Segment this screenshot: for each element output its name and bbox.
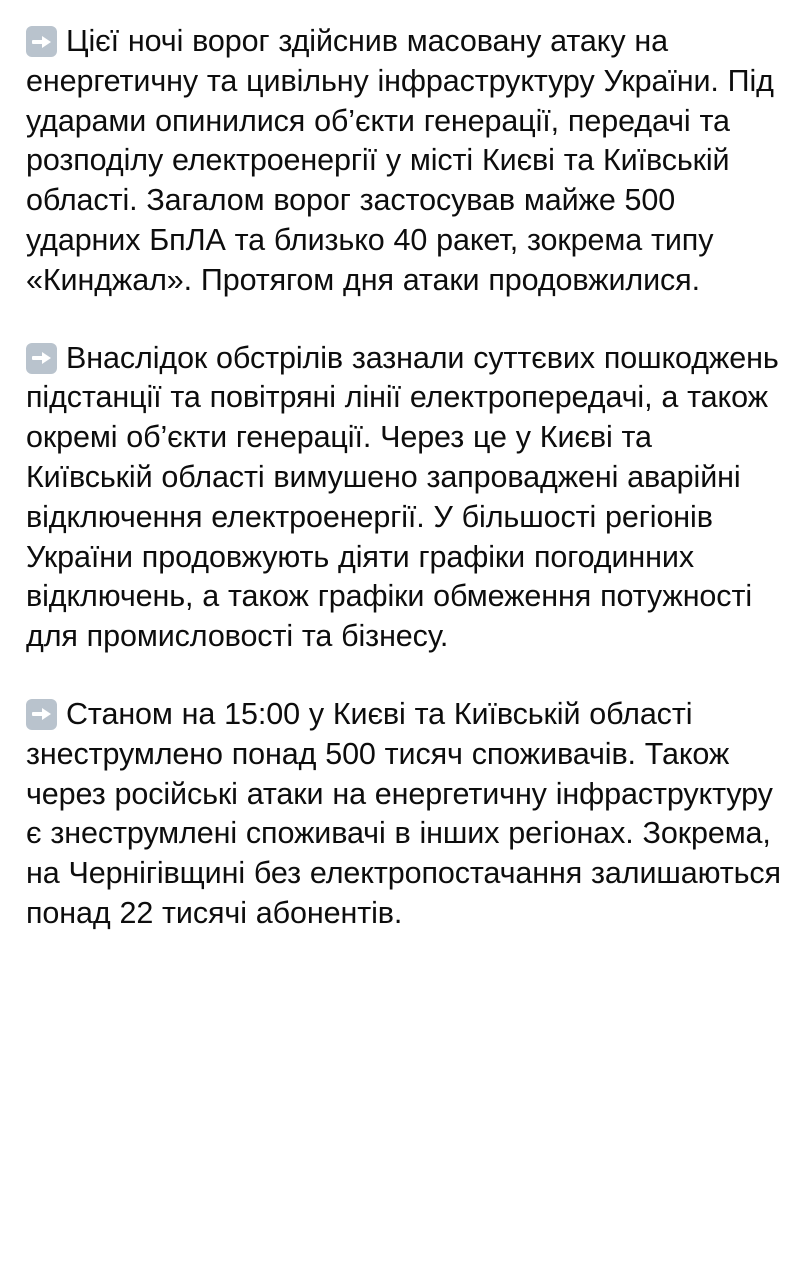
paragraph-1-text: Цієї ночі ворог здійснив масовану атаку на енергетичну та цивільну інфраструктуру України. Під ударами опинилися об’єкти генерації, передачі та розподілу електроенергії у місті Києві та Київській області. Загалом ворог застосував майже 500 ударних БпЛА та близько 40 ракет, зокрема типу «Кинджал». Протягом дня атаки продовжилися. [26, 24, 774, 297]
right-arrow-icon [26, 343, 57, 374]
paragraph-3 [26, 695, 782, 934]
right-arrow-icon [26, 699, 57, 730]
right-arrow-icon [26, 26, 57, 57]
paragraph-3-text: Станом на 15:00 у Києві та Київській області знеструмлено понад 500 тисяч споживачів. Також через російські атаки на енергетичну інфраструктуру є знеструмлені споживачі в інших регіонах. Зокрема, на Чернігівщині без електропостачання залишаються понад 22 тисячі абонентів. [26, 696, 781, 930]
paragraph-2 [26, 339, 782, 657]
paragraph-2-text: Внаслідок обстрілів зазнали суттєвих пошкоджень підстанції та повітряні лінії електропередачі, а також окремі об’єкти генерації. Через це у Києві та Київській області вимушено запроваджені аварійні відключення електроенергії. У більшості регіонів України продовжують діяти графіки погодинних відключень, а також графіки обмеження потужності для промисловості та бізнесу. [26, 340, 779, 654]
paragraph-1 [26, 22, 782, 301]
